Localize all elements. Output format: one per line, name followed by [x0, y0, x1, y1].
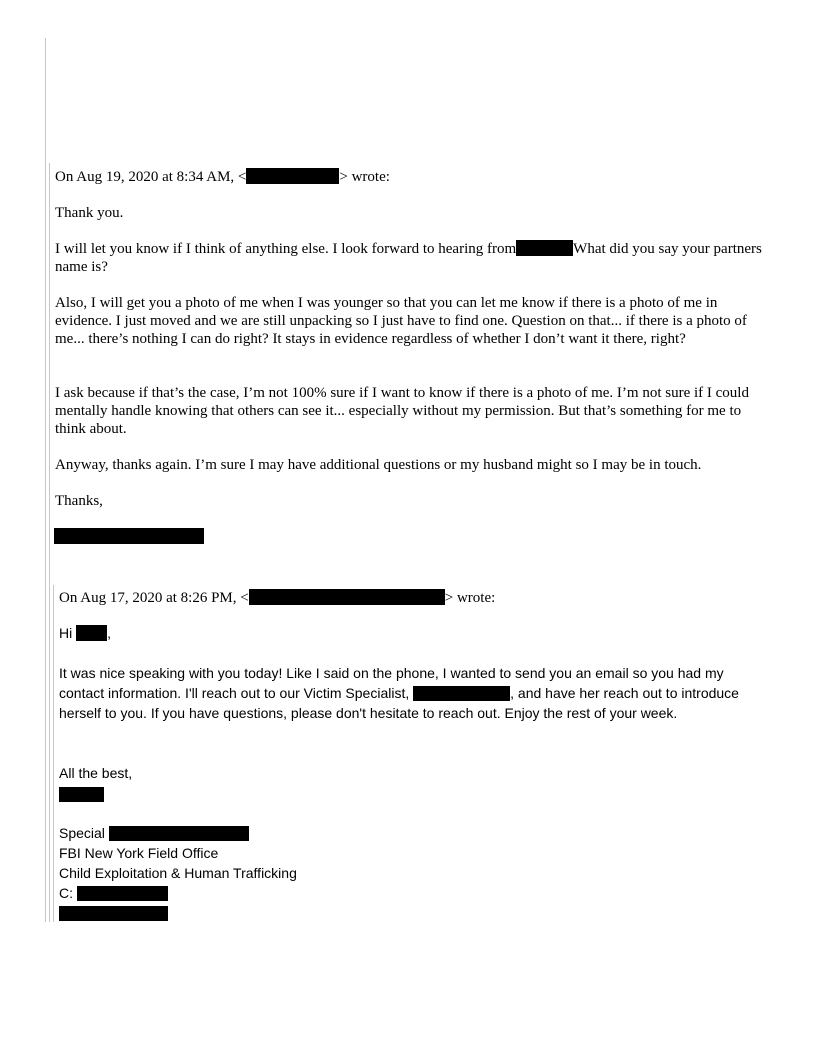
- inner-email-header: [59, 589, 779, 607]
- redacted-cell-number: [77, 886, 168, 901]
- outer-header-suffix: > wrote:: [339, 169, 390, 185]
- signature-title: Special: [59, 825, 105, 841]
- redacted-agent-email-footer: [59, 906, 168, 921]
- outer-p2-text-a: I will let you know if I think of anything else. I look forward to hearing from: [55, 241, 517, 257]
- inner-body-text-a: It was nice speaking with you today! Like I said on the phone, I wanted to send you an email so you had my contact information. I'll reach out to our Victim Specialist,: [59, 665, 724, 701]
- outer-email-header: [55, 168, 775, 186]
- greeting-comma: ,: [107, 625, 112, 641]
- redacted-recipient-name: [76, 625, 107, 641]
- signature-cell-line: [59, 883, 459, 903]
- inner-body-text-b: , and have her reach out to introduce herself to you. If you have questions, please don't hesitate to reach out. Enjoy the rest of your week.: [59, 685, 739, 721]
- signature-unit: Child Exploitation & Human Trafficking: [59, 865, 297, 881]
- outer-paragraph-2: [55, 240, 767, 276]
- redacted-sender-email: [246, 168, 339, 184]
- outer-paragraph-1: Thank you.: [55, 205, 124, 221]
- redacted-name: [516, 240, 573, 256]
- inner-header-suffix: > wrote:: [444, 590, 496, 606]
- redacted-agent-email: [249, 589, 445, 605]
- redacted-agent-fullname: [109, 826, 249, 841]
- outer-paragraph-3: Also, I will get you a photo of me when I was younger so that you can let me know if there is a photo of me in evidence. I just moved and we are still unpacking so I just have to find one. Question on that... if there is a photo of me... there’s nothing I can do right? It stays in evidence regardless of whether I don’t want it there, right?: [55, 295, 747, 347]
- outer-p2-text-b: What did you say your partners name is?: [55, 241, 762, 275]
- quote-bar-inner: [53, 585, 54, 922]
- signature-block: [59, 823, 459, 903]
- inner-closing: All the best,: [59, 765, 133, 781]
- outer-signoff: Thanks,: [55, 493, 103, 509]
- redacted-agent-name: [59, 787, 104, 802]
- signature-cell-label: C:: [59, 885, 73, 901]
- outer-paragraph-5: Anyway, thanks again. I’m sure I may have additional questions or my husband might so I may be in touch.: [55, 457, 702, 473]
- inner-header-prefix: On Aug 17, 2020 at 8:26 PM, <: [59, 590, 249, 606]
- quote-bar-outer: [45, 38, 46, 922]
- redacted-signature: [54, 528, 204, 544]
- signature-title-line: [59, 823, 459, 843]
- greeting-text: Hi: [59, 625, 73, 641]
- outer-header-prefix: On Aug 19, 2020 at 8:34 AM, <: [55, 169, 247, 185]
- quote-bar-mid: [49, 163, 50, 922]
- signature-office: FBI New York Field Office: [59, 845, 219, 861]
- inner-body-paragraph: [59, 663, 759, 723]
- redacted-victim-specialist: [413, 686, 510, 701]
- outer-paragraph-4: I ask because if that’s the case, I’m not 100% sure if I want to know if there is a photo of me. I’m not sure if I could mentally handle knowing that others can see it... especially without my permission. But that’s something for me to think about.: [55, 385, 749, 437]
- inner-greeting: [59, 623, 359, 643]
